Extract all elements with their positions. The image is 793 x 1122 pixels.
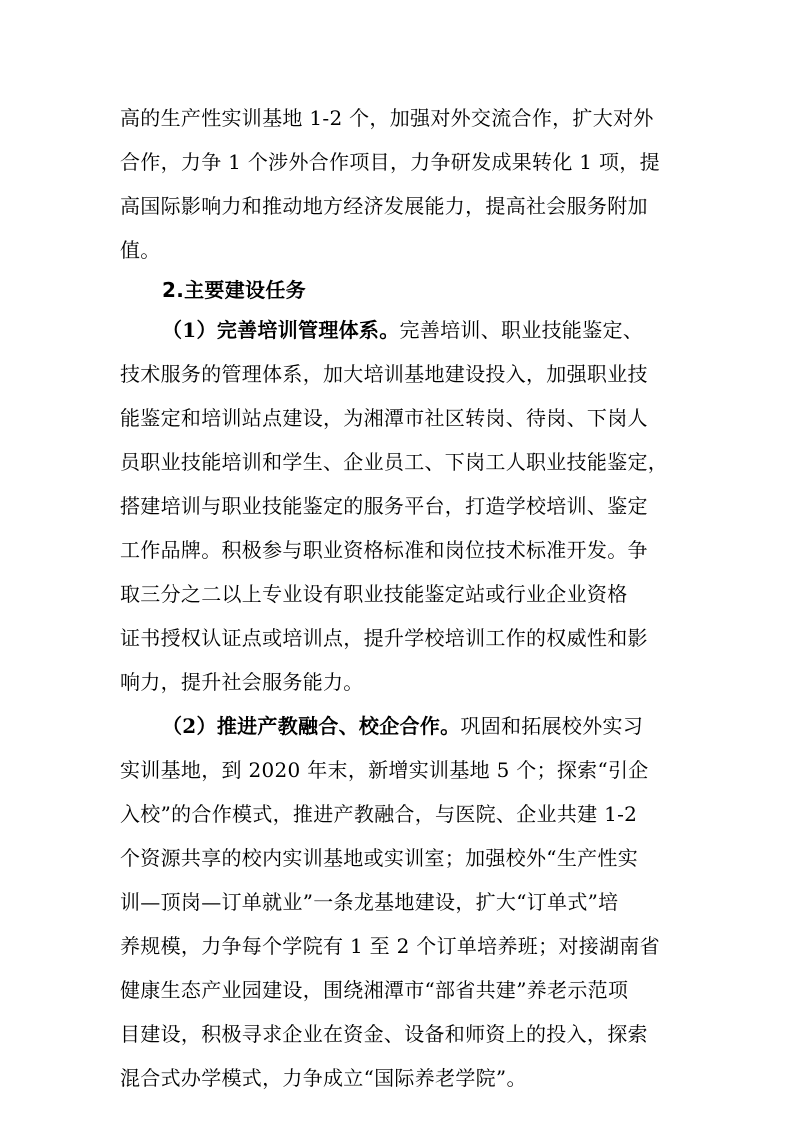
- item2-first-line: [162, 711, 643, 741]
- paragraph-line: 合作，力争 1 个涉外合作项目，力争研发成果转化 1 项，提: [120, 150, 660, 174]
- paragraph-line: 训—顶岗—订单就业”一条龙基地建设，扩大“订单式”培: [120, 890, 619, 914]
- paragraph-line: 高的生产性实训基地 1-2 个，加强对外交流合作，扩大对外: [120, 106, 654, 130]
- paragraph-line: 技术服务的管理体系，加大培训基地建设投入，加强职业技: [120, 362, 648, 386]
- paragraph-line: 目建设，积极寻求企业在资金、设备和师资上的投入，探索: [120, 1022, 648, 1046]
- paragraph-line: 养规模，力争每个学院有 1 至 2 个订单培养班；对接湖南省: [120, 934, 660, 958]
- paragraph-line: 取三分之二以上专业设有职业技能鉴定站或行业企业资格: [120, 582, 628, 606]
- paragraph-line: 入校”的合作模式，推进产教融合，与医院、企业共建 1-2: [120, 802, 638, 826]
- paragraph-line: 能鉴定和培训站点建设，为湘潭市社区转岗、待岗、下岗人: [120, 406, 648, 430]
- item1-title: （1）完善培训管理体系。: [162, 318, 400, 342]
- paragraph-line: 搭建培训与职业技能鉴定的服务平台，打造学校培训、鉴定: [120, 494, 648, 518]
- paragraph-line: 个资源共享的校内实训基地或实训室；加强校外“生产性实: [120, 846, 639, 870]
- paragraph-line: 值。: [120, 238, 161, 262]
- paragraph-line: 员职业技能培训和学生、企业员工、下岗工人职业技能鉴定，: [120, 450, 669, 474]
- section-heading: 2.主要建设任务: [162, 278, 306, 302]
- paragraph-line: 工作品牌。积极参与职业资格标准和岗位技术标准开发。争: [120, 538, 648, 562]
- paragraph-line: 健康生态产业园建设，围绕湘潭市“部省共建”养老示范项: [120, 978, 629, 1002]
- paragraph-line: 响力，提升社会服务能力。: [120, 670, 364, 694]
- paragraph-line: 证书授权认证点或培训点，提升学校培训工作的权威性和影: [120, 626, 648, 650]
- paragraph-line: 混合式办学模式，力争成立“国际养老学院”。: [120, 1066, 527, 1090]
- item1-first-line: [162, 315, 643, 345]
- item2-title: （2）推进产教融合、校企合作。: [162, 714, 461, 738]
- item2-first-line-text: 巩固和拓展校外实习: [460, 714, 644, 738]
- paragraph-line: 高国际影响力和推动地方经济发展能力，提高社会服务附加: [120, 194, 648, 218]
- item1-first-line-text: 完善培训、职业技能鉴定、: [399, 318, 644, 342]
- paragraph-line: 实训基地，到 2020 年末，新增实训基地 5 个；探索“引企: [120, 758, 649, 782]
